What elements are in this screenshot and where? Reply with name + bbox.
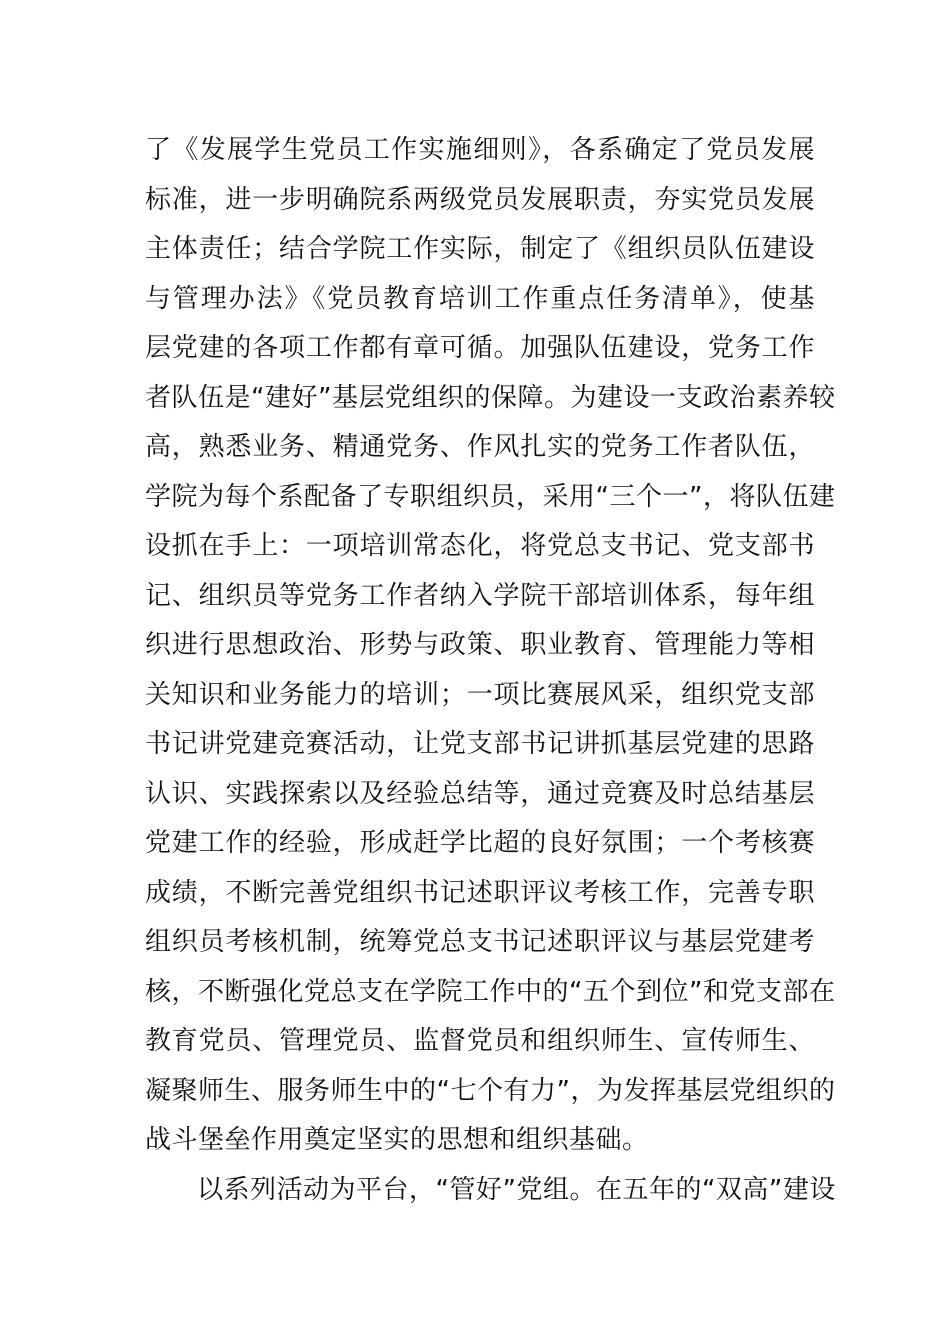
text-line: 核，不断强化党总支在学院工作中的“五个到位”和党支部在 [145,976,836,1007]
text-line: 记、组织员等党务工作者纳入学院干部培训体系，每年组 [145,580,815,611]
text-line: 高，熟悉业务、精通党务、作风扎实的党务工作者队伍， [145,432,815,462]
text-line: 与管理办法》《党员教育培训工作重点任务清单》，使基 [145,283,815,314]
text-line: 设抓在手上：一项培训常态化，将党总支书记、党支部书 [145,531,815,561]
body-text [145,126,836,1215]
paragraph-end-line: 战斗堡垒作用奠定坚实的思想和组织基础。 [145,1125,649,1155]
text-line: 层党建的各项工作都有章可循。加强队伍建设，党务工作 [145,333,815,363]
text-line: 织进行思想政治、形势与政策、职业教育、管理能力等相 [145,630,815,660]
text-line: 成绩，不断完善党组织书记述职评议考核工作，完善专职 [145,877,815,908]
text-line: 标准，进一步明确院系两级党员发展职责，夯实党员发展 [145,184,815,215]
paragraph-start-line: 以系列活动为平台，“管好”党组。在五年的“双高”建设 [197,1174,836,1205]
text-line: 组织员考核机制，统筹党总支书记述职评议与基层党建考 [145,927,815,957]
text-line: 主体责任；结合学院工作实际，制定了《组织员队伍建设 [145,234,815,264]
text-line: 关知识和业务能力的培训；一项比赛展风采，组织党支部 [145,679,815,710]
text-line: 认识、实践探索以及经验总结等，通过竞赛及时总结基层 [145,778,815,809]
text-line: 了《发展学生党员工作实施细则》，各系确定了党员发展 [145,135,815,165]
text-line: 教育党员、管理党员、监督党员和组织师生、宣传师生、 [145,1026,815,1056]
text-line: 党建工作的经验，形成赶学比超的良好氛围；一个考核赛 [145,828,815,858]
text-line: 学院为每个系配备了专职组织员，采用“三个一”，将队伍建 [145,481,836,512]
text-line: 凝聚师生、服务师生中的“七个有力”，为发挥基层党组织的 [145,1075,836,1106]
text-line: 者队伍是“建好”基层党组织的保障。为建设一支政治素养较 [145,382,836,413]
text-line: 书记讲党建竞赛活动，让党支部书记讲抓基层党建的思路 [145,729,815,759]
